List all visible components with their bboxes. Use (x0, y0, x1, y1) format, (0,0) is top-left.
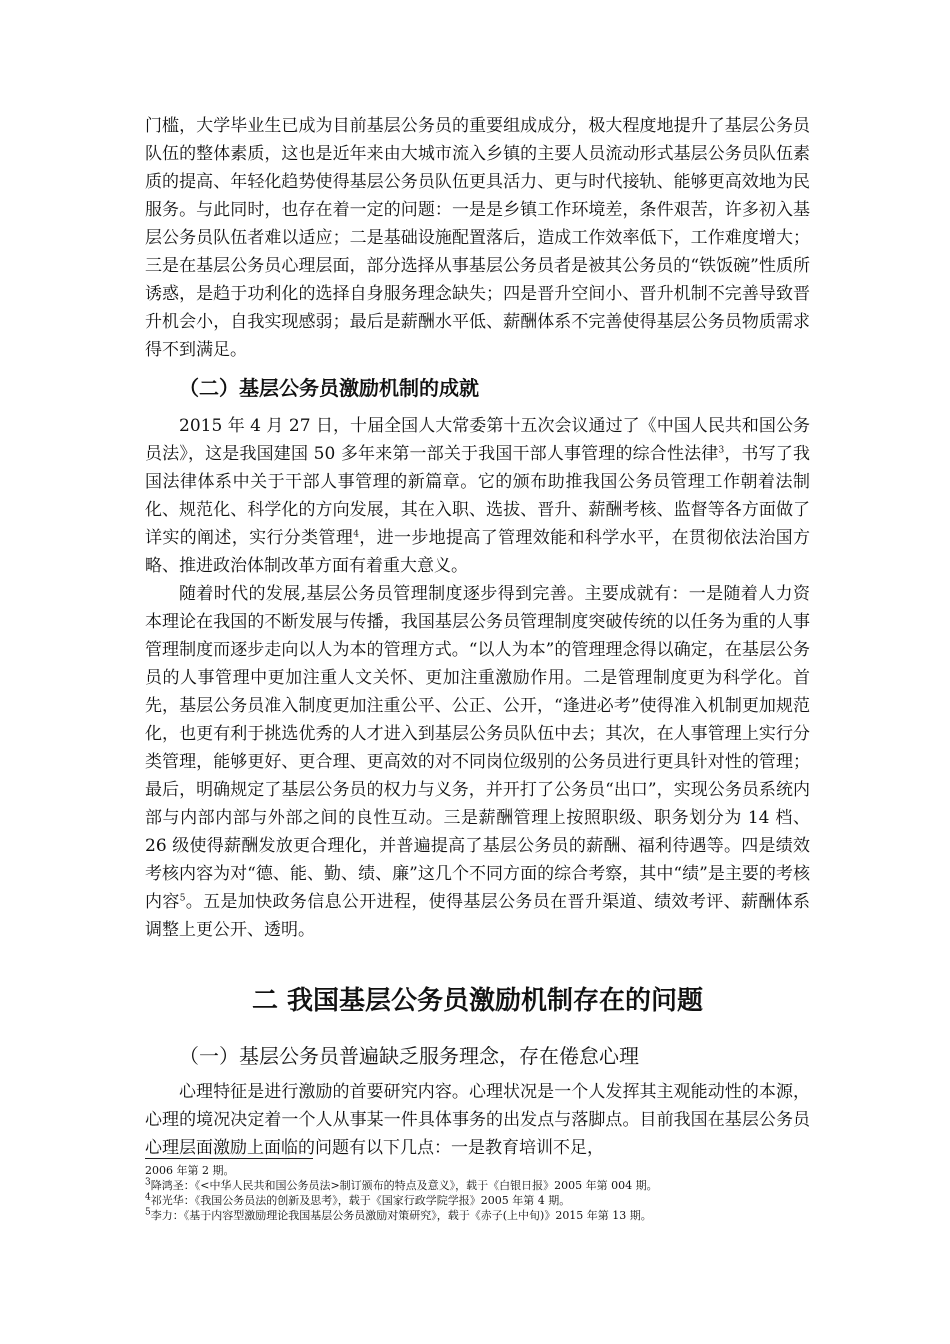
footnote-divider (145, 1158, 313, 1159)
footnote-mark: 4 (145, 1192, 151, 1203)
paragraph-text: 。五是加快政务信息公开进程，使得基层公务员在晋升渠道、绩效考评、薪酬体系调整上更公开、透明。 (145, 892, 811, 940)
footnotes (145, 1158, 810, 1223)
footnote-text: 祁光华：《我国公务员法的创新及思考》，载于《国家行政学院学报》2005 年第 4 期。 (150, 1194, 571, 1207)
footnote-item (145, 1208, 810, 1223)
section-heading-problems: （一）基层公务员普遍缺乏服务理念，存在倦怠心理 (179, 1044, 639, 1068)
footnote-ref-5[interactable]: 5 (179, 893, 186, 904)
paragraph-achievements-list (145, 580, 810, 944)
footnote-text: 李力：《基于内容型激励理论我国基层公务员激励对策研究》，载于《赤子(上中旬)》2015 年第 13 期。 (150, 1209, 652, 1222)
footnote-ref-3[interactable]: 3 (718, 445, 725, 456)
paragraph-text: ，进一步地提高了管理效能和科学水平，在贯彻依法治国方略、推进政治体制改革方面有着重大意义。 (145, 528, 811, 576)
section-heading-achievements: （二）基层公务员激励机制的成就 (179, 376, 479, 400)
paragraph-civil-service-law (145, 412, 810, 580)
footnote-item (145, 1163, 810, 1178)
paragraph-continuation: 门槛，大学毕业生已成为目前基层公务员的重要组成成分，极大程度地提升了基层公务员队伍的整体素质，这也是近年来由大城市流入乡镇的主要人员流动形式基层公务员队伍素质的提高、年轻化趋势使得基层公务员队伍更具活力、更与时代接轨、能够更高效地为民服务。与此同时，也存在着一定的问题：一是是乡镇工作环境差，条件艰苦，许多初入基层公务员队伍者难以适应；二是基础设施配置落后，造成工作效率低下，工作难度增大；三是在基层公务员心理层面，部分选择从事基层公务员者是被其公务员的“铁饭碗”性质所诱惑，是趋于功利化的选择自身服务理念缺失；四是晋升空间小、晋升机制不完善导致晋升机会小，自我实现感弱；最后是薪酬水平低、薪酬体系不完善使得基层公务员物质需求得不到满足。 (145, 116, 810, 360)
paragraph-text: 随着时代的发展,基层公务员管理制度逐步得到完善。主要成就有：一是随着人力资本理论在我国的不断发展与传播，我国基层公务员管理制度突破传统的以任务为重的人事管理制度而逐步走向以人为本的管理方式。“以人为本”的管理理念得以确定，在基层公务员的人事管理中更加注重人文关怀、更加注重激励作用。二是管理制度更为科学化。首先，基层公务员准入制度更加注重公平、公正、公开，“逢进必考”使得准入机制更加规范化，也更有利于挑选优秀的人才进入到基层公务员队伍中去；其次，在人事管理上实行分类管理，能够更好、更合理、更高效的对不同岗位级别的公务员进行更具针对性的管理；最后，明确规定了基层公务员的权力与义务，并开打了公务员“出口”，实现公务员系统内部与内部内部与外部之间的良性互动。三是薪酬管理上按照职级、职务划分为 14 档、26 级使得薪酬发放更合理化，并普遍提高了基层公务员的薪酬、福利待遇等。四是绩效考核内容为对“德、能、勤、绩、廉”这几个不同方面的综合考察，其中“绩”是主要的考核内容 (145, 584, 810, 912)
paragraph-text: ，书写了我国法律体系中关于干部人事管理的新篇章。它的颁布助推我国公务员管理工作朝着法制化、规范化、科学化的方向发展，其在入职、选拔、晋升、薪酬考核、监督等各方面做了详实的阐述，实行分类管理 (145, 444, 810, 548)
paragraph-text: 2015 年 4 月 27 日，十届全国人大常委第十五次会议通过了《中国人民共和国公务员法》，这是我国建国 50 多年来第一部关于我国干部人事管理的综合性法律 (145, 416, 810, 464)
document-body (145, 112, 810, 1162)
footnote-ref-4[interactable]: 4 (353, 529, 359, 540)
footnote-text: 2006 年第 2 期。 (145, 1164, 235, 1177)
footnote-text: 降鸿圣：《<中华人民共和国公务员法>制订颁布的特点及意义》，载于《白银日报》2005 年第 004 期。 (150, 1179, 658, 1192)
footnote-mark: 3 (145, 1177, 151, 1188)
footnote-item (145, 1193, 810, 1208)
chapter-title: 二 我国基层公务员激励机制存在的问题 (251, 986, 704, 1016)
footnote-mark: 5 (145, 1207, 151, 1218)
paragraph-psychology: 心理特征是进行激励的首要研究内容。心理状况是一个人发挥其主观能动性的本源，心理的境况决定着一个人从事某一件具体事务的出发点与落脚点。目前我国在基层公务员心理层面激励上面临的问题有以下几点：一是教育培训不足， (145, 1082, 810, 1158)
footnote-item (145, 1178, 810, 1193)
